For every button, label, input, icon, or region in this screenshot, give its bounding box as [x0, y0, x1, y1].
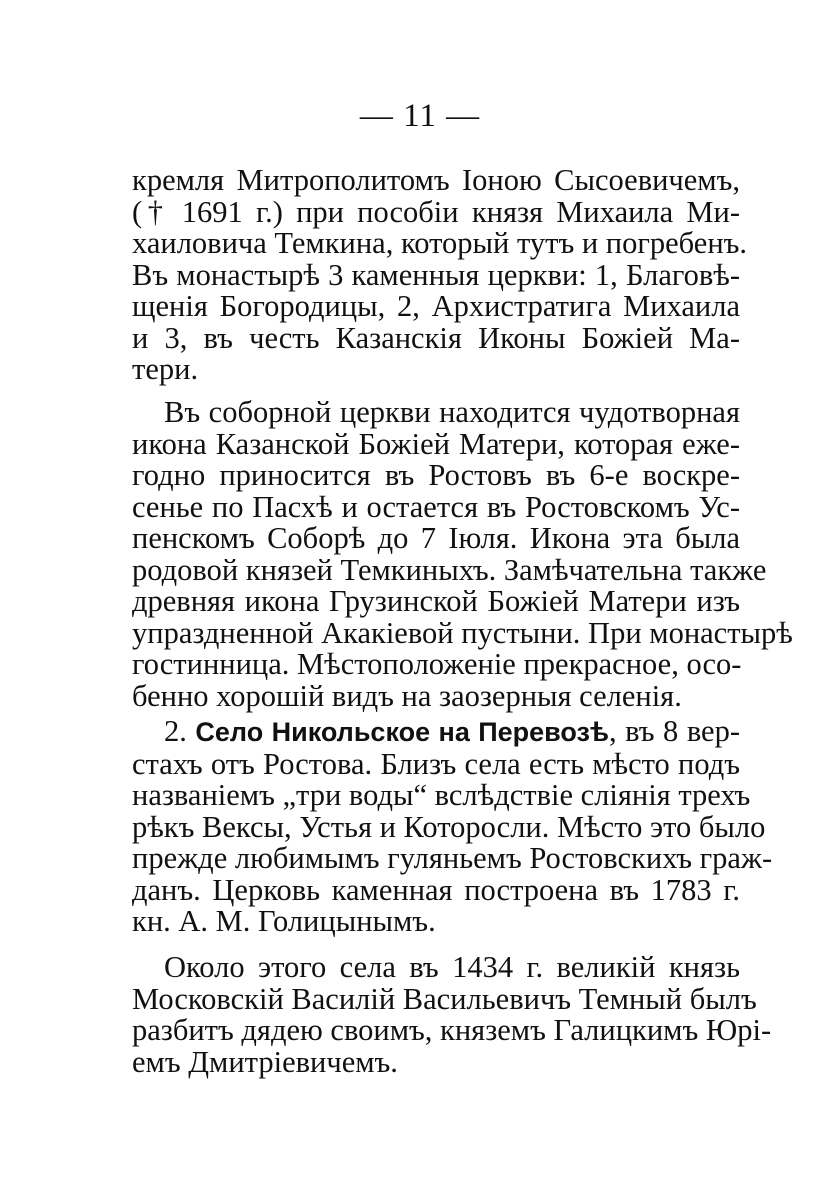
text-line-with-heading — [132, 716, 740, 749]
text-line: разбитъ дядею своимъ, княземъ Галицкимъ Юрі- — [132, 1013, 772, 1047]
text-run: , въ 8 вер- — [608, 714, 740, 748]
text-line: стахъ отъ Ростова. Близъ села есть мѣсто подъ — [132, 746, 740, 781]
text-line: Московскій Василій Васильевичъ Темный былъ — [132, 981, 757, 1016]
text-line: данъ. Церковь каменная построена въ 1783 г. — [132, 872, 740, 907]
text-line: Въ соборной церкви находится чудотворная — [164, 395, 740, 429]
section-heading: Село Никольское на Перевозѣ — [195, 717, 609, 747]
text-line: бенно хорошій видъ на заозерныя селенія. — [132, 678, 682, 713]
paragraph-2 — [132, 395, 793, 713]
text-line: гостинница. Мѣстоположеніе прекрасное, осо- — [132, 647, 742, 681]
text-line: родовой князей Темкиныхъ. Замѣчательна также — [132, 552, 767, 587]
paragraph-3 — [132, 714, 773, 938]
text-line: тери. — [132, 352, 199, 386]
text-line: кремля Митрополитомъ Іонoю Сысоевичемъ, — [132, 163, 740, 197]
text-line: щенія Богородицы, 2, Архистратига Михаила — [132, 289, 740, 323]
text-line: хаиловича Темкина, который тутъ и погребенъ. — [132, 226, 748, 260]
paragraph-1 — [132, 163, 748, 386]
text-line: годно приносится въ Ростовъ въ 6-е воскре- — [132, 458, 740, 492]
text-line: прежде любимымъ гуляньемъ Ростовскихъ граж- — [132, 841, 773, 875]
text-line: и 3, въ честь Казанскія Иконы Божіей Ма- — [132, 320, 740, 355]
text-line: упраздненной Акакіевой пустыни. При монастырѣ — [132, 615, 793, 650]
paragraph-4 — [132, 950, 772, 1079]
page-number: — 11 — — [359, 98, 481, 134]
text-line: рѣкъ Вексы, Устья и Которосли. Мѣсто это было — [132, 809, 766, 844]
text-line: Въ монастырѣ 3 каменныя церкви: 1, Благовѣ- — [132, 257, 740, 292]
text-line: Около этого села въ 1434 г. великій князь — [164, 950, 740, 984]
text-line: кн. А. М. Голицынымъ. — [132, 904, 436, 938]
text-line: сенье по Пасхѣ и остается въ Ростовскомъ Ус- — [132, 489, 740, 524]
text-line: названіемъ „три воды“ вслѣдствіе сліянія трехъ — [132, 778, 751, 812]
item-number: 2. — [164, 714, 187, 748]
text-line: († 1691 г.) при пособіи князя Михаила Ми- — [132, 194, 740, 229]
text-line: пенскомъ Соборѣ до 7 Іюля. Икона эта была — [132, 521, 740, 555]
text-line: икона Казанской Божіей Матери, которая еже- — [132, 426, 740, 461]
text-line: древняя икона Грузинской Божіей Матери изъ — [132, 584, 740, 618]
text-line: емъ Дмитріевичемъ. — [132, 1044, 398, 1079]
